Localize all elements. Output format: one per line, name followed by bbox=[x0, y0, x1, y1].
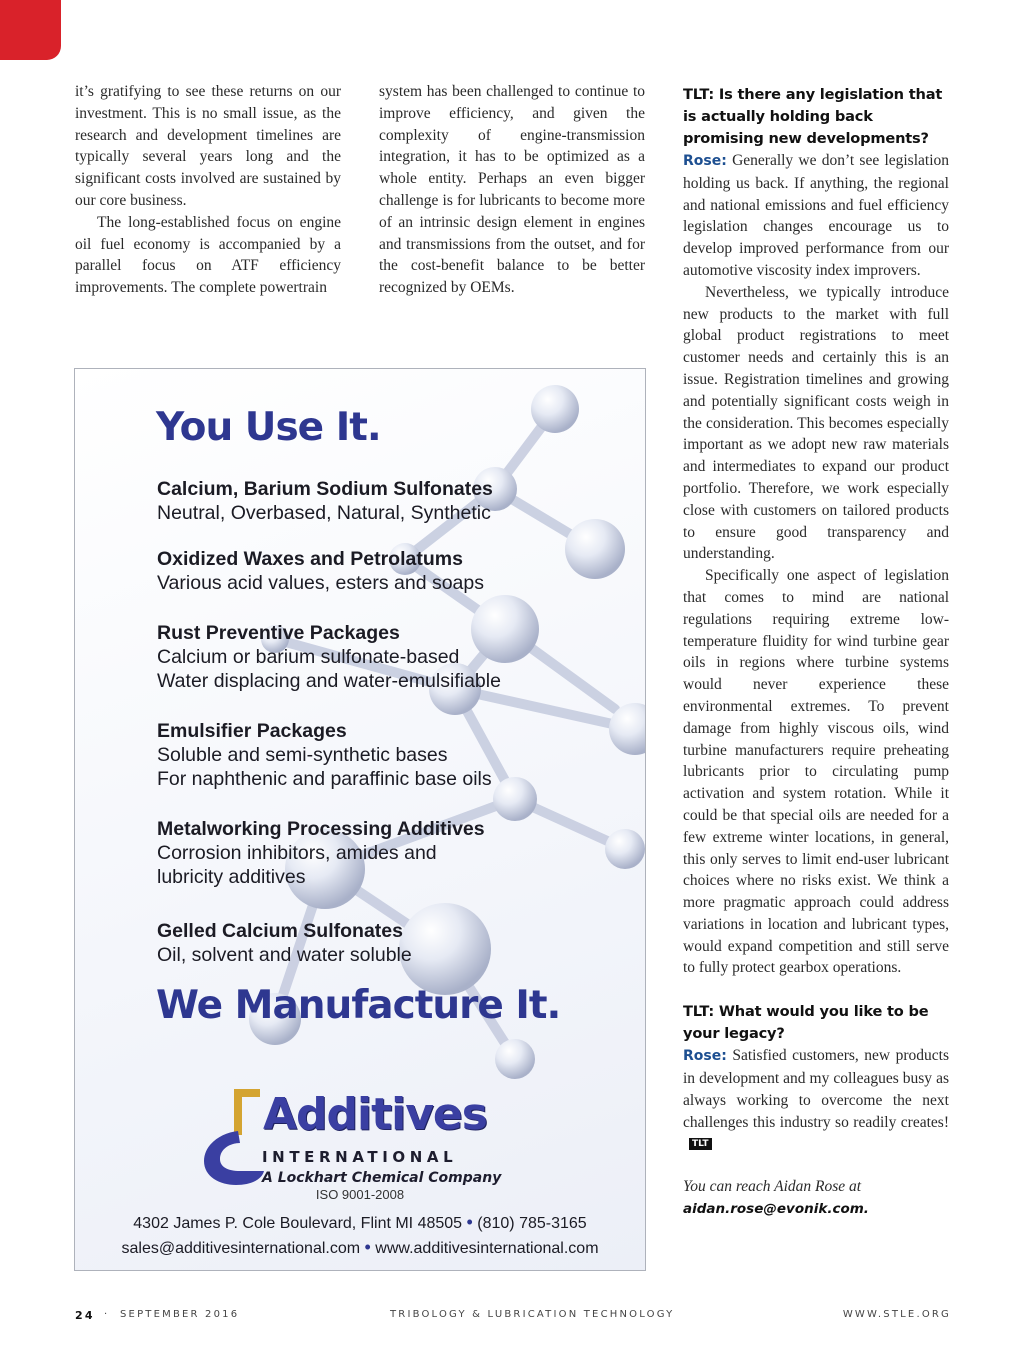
article-paragraph: system has been challenged to continue to improve efficiency, and given the complexity of engine-transmission integration, it has to be optimized as a whole entity. Perhaps an even bigger challenge is for lubricants to become more of an intrinsic design element in engines and transmissions from the outset, and for the cost-benefit balance to be better recognized by OEMs. bbox=[379, 83, 645, 297]
ad-product-name: Gelled Calcium Sulfonates bbox=[157, 920, 403, 942]
page-number: 24 bbox=[75, 1309, 95, 1322]
ad-product-block bbox=[157, 919, 637, 967]
article-paragraph: Specifically one aspect of legislation that comes to mind are national regulations requiring extreme low-temperature fluidity for wind turbine gear oils in regions where turbine systems would never experience these environmental extremes. To prevent damage from highly viscous oils, wind turbine manufacturers require preheating lubricants prior to circulating pump activation and system rotation. While it could be that special oils are needed for a few extreme winter locations, in general, this only serves to limit end-user lubricant choices where no risks exist. We think a more pragmatic approach could address variations in location and lubricant types, would expand competition and still serve to fully protect gearbox operations. bbox=[683, 567, 949, 977]
ad-phone[interactable]: (810) 785-3165 bbox=[477, 1215, 587, 1232]
additives-international-advertisement[interactable] bbox=[74, 368, 646, 1271]
ad-website-link[interactable]: www.additivesinternational.com bbox=[375, 1240, 599, 1257]
ad-product-desc: Calcium or barium sulfonate-based bbox=[157, 646, 460, 668]
ad-product-desc: For naphthenic and paraffinic base oils bbox=[157, 768, 492, 790]
bullet-separator: • bbox=[364, 1237, 371, 1257]
issue-date: SEPTEMBER 2016 bbox=[120, 1309, 240, 1320]
ad-product-desc: lubricity additives bbox=[157, 866, 306, 888]
ad-product-block bbox=[157, 477, 637, 525]
publication-name: TRIBOLOGY & LUBRICATION TECHNOLOGY bbox=[390, 1309, 675, 1320]
ad-address-line bbox=[75, 1212, 645, 1233]
answer-text: Generally we don’t see legislation holding us back. If anything, the regional and national emissions and fuel efficiency legislation changes encourage us to develop improved performance from our automotive viscosity index improvers. bbox=[683, 152, 950, 279]
ad-product-block bbox=[157, 621, 637, 693]
interview-question: TLT: Is there any legislation that is actually holding back promising new developments? bbox=[683, 86, 943, 147]
ad-product-desc: Oil, solvent and water soluble bbox=[157, 944, 412, 966]
article-column-3 bbox=[683, 84, 949, 1221]
speaker-label: Rose: bbox=[683, 1048, 727, 1065]
ad-product-name: Rust Preventive Packages bbox=[157, 622, 400, 644]
logo-international: INTERNATIONAL bbox=[262, 1148, 458, 1166]
article-paragraph: Nevertheless, we typically introduce new products to the market with full global product registrations to meet customer needs and certainly this is an issue. Registration timelines and growing and potentially significant costs weigh in the consideration. This becomes especially important as we adopt new raw materials and intermediates to expand our product portfolio. Therefore, we work especially close with customers on tailored products to ensure good transparency and understanding. bbox=[683, 283, 949, 563]
tlt-end-mark-icon: TLT bbox=[689, 1138, 712, 1150]
publisher-website[interactable]: WWW.STLE.ORG bbox=[842, 1309, 951, 1320]
bullet-separator: • bbox=[466, 1212, 473, 1232]
contact-prefix: You can reach Aidan Rose at bbox=[683, 1178, 862, 1196]
ad-product-desc: Various acid values, esters and soaps bbox=[157, 572, 484, 594]
ad-email-link[interactable]: sales@additivesinternational.com bbox=[121, 1240, 361, 1257]
ad-product-name: Metalworking Processing Additives bbox=[157, 818, 485, 840]
ad-contact-line bbox=[75, 1237, 645, 1258]
ad-product-block bbox=[157, 719, 637, 791]
ad-product-block bbox=[157, 547, 637, 595]
logo-tagline: A Lockhart Chemical Company bbox=[262, 1170, 502, 1186]
interview-question: TLT: What would you like to be your legacy? bbox=[683, 1003, 929, 1043]
ad-product-name: Calcium, Barium Sodium Sulfonates bbox=[157, 478, 493, 500]
ad-product-desc: Corrosion inhibitors, amides and bbox=[157, 842, 437, 864]
logo-wordmark: Additives bbox=[263, 1089, 487, 1140]
flask-icon bbox=[200, 1087, 270, 1187]
speaker-label: Rose: bbox=[683, 153, 727, 169]
article-column-1 bbox=[75, 81, 341, 299]
footer-separator: · bbox=[104, 1309, 110, 1320]
ad-headline-bottom: We Manufacture It. bbox=[156, 983, 561, 1028]
ad-product-desc: Neutral, Overbased, Natural, Synthetic bbox=[157, 502, 491, 524]
contact-suffix: . bbox=[863, 1201, 869, 1218]
contact-email-link[interactable]: aidan.rose@evonik.com bbox=[683, 1201, 864, 1218]
contact-line bbox=[683, 1176, 949, 1221]
ad-product-name: Oxidized Waxes and Petrolatums bbox=[157, 548, 463, 570]
additives-international-logo bbox=[200, 1087, 530, 1187]
iso-certification: ISO 9001-2008 bbox=[315, 1187, 405, 1202]
ad-product-name: Emulsifier Packages bbox=[157, 720, 347, 742]
article-paragraph: The long-established focus on engine oil fuel economy is accompanied by a parallel focus on ATF efficiency improvements. The complete powertrain bbox=[75, 213, 341, 297]
ad-address: 4302 James P. Cole Boulevard, Flint MI 48505 bbox=[133, 1215, 463, 1232]
ad-product-desc: Soluble and semi-synthetic bases bbox=[157, 744, 448, 766]
article-column-2 bbox=[379, 81, 645, 299]
section-corner-tab bbox=[0, 0, 61, 60]
article-paragraph: it’s gratifying to see these returns on our investment. This is no small issue, as the research and development timelines are typically several years long and the significant costs involved are sustained by our core business. bbox=[75, 83, 341, 209]
ad-headline-top: You Use It. bbox=[156, 405, 381, 450]
ad-product-desc: Water displacing and water-emulsifiable bbox=[157, 670, 501, 692]
interview-answer bbox=[683, 150, 949, 282]
interview-answer bbox=[683, 1045, 949, 1155]
ad-product-block bbox=[157, 817, 637, 889]
answer-text: Satisfied customers, new products in development and my colleagues busy as always working to overcome the next challenges this industry so readily creates! bbox=[683, 1047, 949, 1131]
